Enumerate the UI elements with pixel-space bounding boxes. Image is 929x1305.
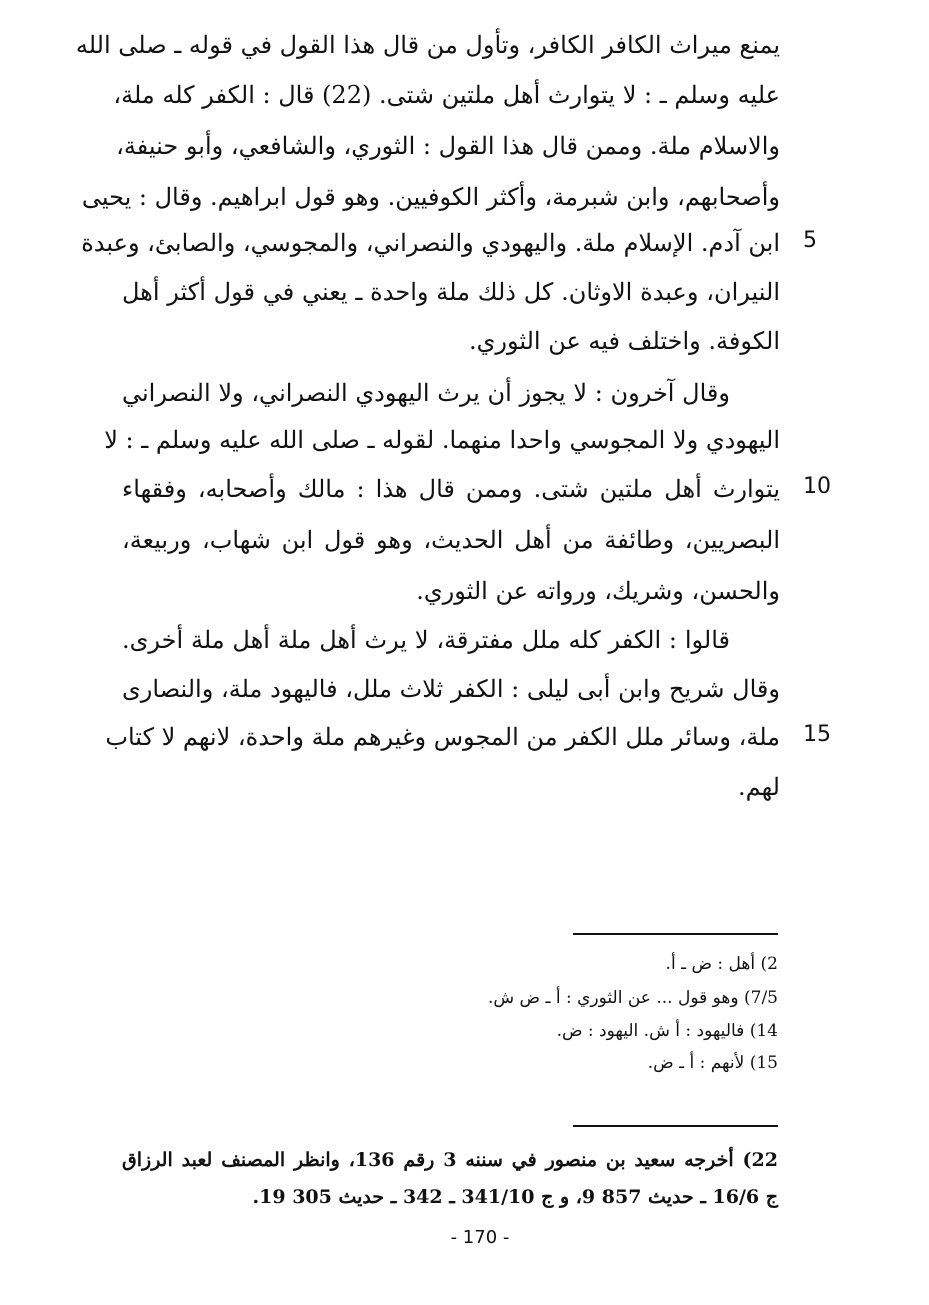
- page-number: - 170 -: [450, 1227, 510, 1248]
- variant-note-text: فاليهود : أ ش. اليهود : ض.: [556, 1021, 745, 1041]
- variant-note: [470, 1051, 778, 1075]
- text-line-12: والحسن، وشريك، ورواته عن الثوري.: [416, 577, 780, 605]
- text-line-15: ملة، وسائر ملل الكفر من المجوس وغيرهم ملة واحدة، لانهم لا كتاب: [105, 723, 780, 751]
- variant-note-ref: 7/5): [744, 988, 778, 1008]
- line-number-15: 15: [803, 722, 831, 747]
- text-line-7: الكوفة. واختلف فيه عن الثوري.: [468, 327, 780, 355]
- text-line-3: والاسلام ملة. وممن قال هذا القول : الثوري، والشافعي، وأبو حنيفة،: [116, 132, 780, 160]
- text-line-1: يمنع ميراث الكافر الكافر، وتأول من قال هذا القول في قوله ـ صلى الله: [75, 31, 780, 59]
- variant-note-ref: 2): [760, 954, 778, 974]
- text-line-13: قالوا : الكفر كله ملل مفترقة، لا يرث أهل ملة أهل ملة أخرى.: [122, 626, 730, 654]
- line-number-5: 5: [803, 228, 817, 253]
- variant-note: [470, 1019, 778, 1043]
- source-note-line-2: ج 16/6 ـ حديث 857 9، و ج 341/10 ـ 342 ـ حديث 305 19.: [252, 1186, 778, 1208]
- variant-note: [470, 952, 778, 976]
- variant-note: [470, 986, 778, 1010]
- variant-note-text: وهو قول ... عن الثوري : أ ـ ض ش.: [487, 988, 739, 1008]
- variant-note-text: أهل : ض ـ أ.: [665, 954, 756, 974]
- text-line-16: لهم.: [738, 773, 780, 801]
- line-number-10: 10: [803, 474, 831, 499]
- text-line-6: النيران، وعبدة الاوثان. كل ذلك ملة واحدة ـ يعني في قول أكثر أهل: [122, 278, 780, 306]
- source-note-line-1: 22) أخرجه سعيد بن منصور في سننه 3 رقم 136، وانظر المصنف لعبد الرزاق: [122, 1149, 778, 1171]
- text-line-10: يتوارث أهل ملتين شتى. وممن قال هذا : مالك وأصحابه، وفقهاء: [122, 475, 780, 503]
- source-separator: [573, 1125, 778, 1127]
- text-line-2: عليه وسلم ـ : لا يتوارث أهل ملتين شتى. (22) قال : الكفر كله ملة،: [113, 81, 780, 109]
- text-line-5: ابن آدم. الإسلام ملة. واليهودي والنصراني، والمجوسي، والصابئ، وعبدة: [81, 229, 780, 257]
- text-line-4: وأصحابهم، وابن شبرمة، وأكثر الكوفيين. وهو قول ابراهيم. وقال : يحيى: [81, 183, 780, 211]
- text-line-14: وقال شريح وابن أبى ليلى : الكفر ثلاث ملل، فاليهود ملة، والنصارى: [122, 675, 780, 703]
- variant-note-ref: 15): [749, 1053, 778, 1073]
- text-line-9: اليهودي ولا المجوسي واحدا منهما. لقوله ـ صلى الله عليه وسلم ـ : لا: [104, 426, 780, 454]
- variant-note-text: لأنهم : أ ـ ض.: [647, 1053, 745, 1073]
- text-line-8: وقال آخرون : لا يجوز أن يرث اليهودي النصراني، ولا النصراني: [122, 379, 730, 407]
- variant-note-ref: 14): [749, 1021, 778, 1041]
- text-line-11: البصريين، وطائفة من أهل الحديث، وهو قول ابن شهاب، وربيعة،: [122, 526, 780, 554]
- footnote-separator: [573, 933, 778, 935]
